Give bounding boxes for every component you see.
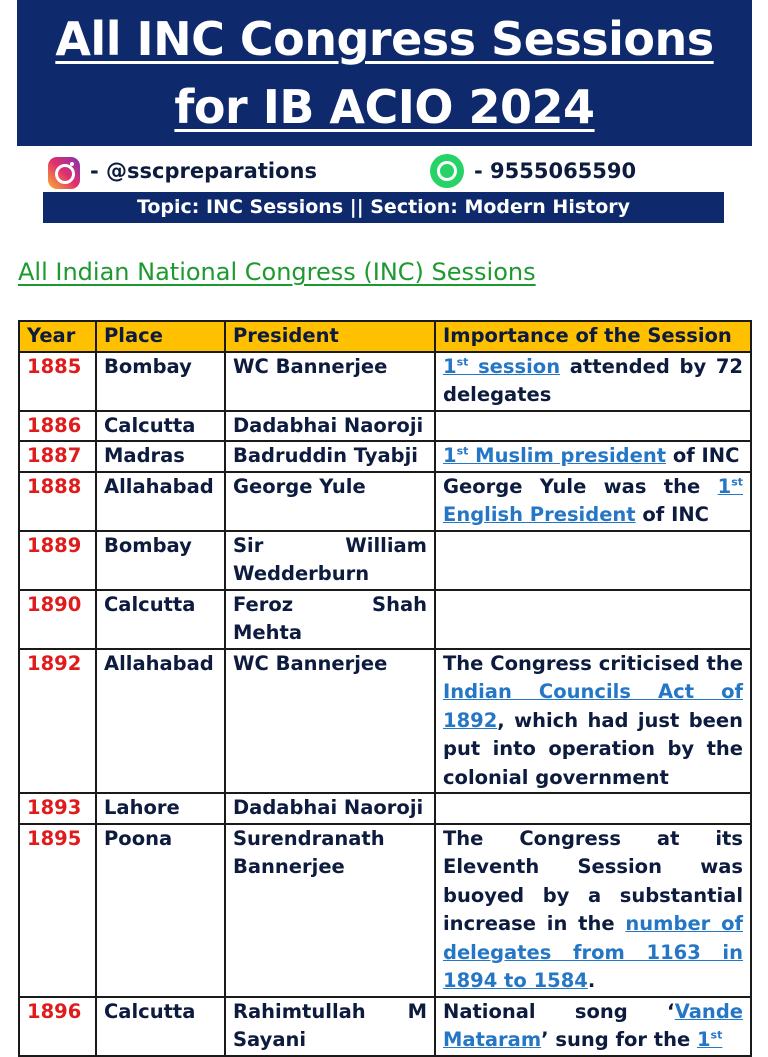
highlighted-text bbox=[443, 503, 636, 526]
ordinal-suffix: st bbox=[456, 444, 469, 458]
title-banner bbox=[17, 0, 752, 146]
cell-place: Bombay bbox=[96, 531, 225, 590]
segment-text: , which had just been put into operation by the colonial government bbox=[443, 708, 743, 789]
cell-place: Allahabad bbox=[96, 472, 225, 531]
segment-text: Indian Councils Act of 1892 bbox=[443, 680, 743, 732]
cell-year: 1886 bbox=[19, 411, 96, 442]
header-president: President bbox=[225, 321, 435, 352]
cell-importance bbox=[435, 352, 751, 411]
cell-year: 1890 bbox=[19, 590, 96, 649]
cell-place: Calcutta bbox=[96, 997, 225, 1056]
highlighted-text bbox=[697, 1028, 722, 1051]
cell-president: WC Bannerjee bbox=[225, 352, 435, 411]
cell-importance bbox=[435, 531, 751, 590]
importance-text bbox=[443, 1000, 675, 1023]
cell-importance bbox=[435, 649, 751, 794]
table-row bbox=[19, 590, 751, 649]
table-row bbox=[19, 649, 751, 794]
segment-text: 1 bbox=[443, 354, 457, 378]
header-year: Year bbox=[19, 321, 96, 352]
segment-text: English President bbox=[443, 503, 636, 526]
table-row bbox=[19, 352, 751, 411]
segment-text: session bbox=[468, 354, 561, 378]
segment-text: The Congress at its Eleventh Session was buoyed by a substantial increase in the bbox=[443, 826, 743, 935]
sessions-table bbox=[18, 320, 752, 1057]
instagram-handle: - @sscpreparations bbox=[90, 159, 317, 183]
section-heading: All Indian National Congress (INC) Sessions bbox=[18, 258, 536, 286]
ordinal-suffix: st bbox=[710, 1028, 723, 1042]
table-row bbox=[19, 411, 751, 442]
table-row bbox=[19, 793, 751, 824]
highlighted-text bbox=[468, 444, 666, 467]
cell-year: 1892 bbox=[19, 649, 96, 794]
cell-place: Bombay bbox=[96, 352, 225, 411]
importance-text bbox=[541, 1028, 697, 1051]
importance-text bbox=[443, 475, 718, 498]
segment-text: National song ‘ bbox=[443, 999, 675, 1023]
cell-importance bbox=[435, 590, 751, 649]
highlighted-text bbox=[468, 355, 560, 378]
contact-bar bbox=[0, 152, 768, 192]
ordinal-suffix: st bbox=[456, 355, 469, 368]
segment-text: . bbox=[587, 969, 596, 992]
topic-bar: Topic: INC Sessions || Section: Modern History bbox=[43, 192, 724, 223]
cell-importance bbox=[435, 793, 751, 824]
highlighted-text bbox=[443, 444, 468, 467]
table-header-row bbox=[19, 321, 751, 352]
segment-text: George Yule was the bbox=[443, 474, 718, 498]
cell-president: George Yule bbox=[225, 472, 435, 531]
cell-place: Lahore bbox=[96, 793, 225, 824]
cell-importance bbox=[435, 472, 751, 531]
cell-president: Dadabhai Naoroji bbox=[225, 411, 435, 442]
importance-text bbox=[588, 969, 595, 992]
cell-year: 1885 bbox=[19, 352, 96, 411]
segment-text: The Congress criticised the bbox=[443, 651, 743, 675]
highlighted-text bbox=[718, 475, 743, 498]
cell-year: 1895 bbox=[19, 824, 96, 997]
segment-text: Muslim president bbox=[468, 444, 667, 467]
segment-text: 1 bbox=[443, 444, 457, 467]
cell-president: Badruddin Tyabji bbox=[225, 441, 435, 472]
segment-text: of INC bbox=[666, 444, 740, 467]
cell-president: WC Bannerjee bbox=[225, 649, 435, 794]
table-row bbox=[19, 997, 751, 1056]
table-row bbox=[19, 441, 751, 472]
title-line-1: All INC Congress Sessions bbox=[55, 12, 714, 66]
cell-place: Calcutta bbox=[96, 590, 225, 649]
segment-text: attended by 72 delegates bbox=[443, 354, 743, 406]
cell-president: Rahimtullah M Sayani bbox=[225, 997, 435, 1056]
cell-importance bbox=[435, 441, 751, 472]
cell-year: 1889 bbox=[19, 531, 96, 590]
importance-text bbox=[636, 503, 709, 526]
title-line-2: for IB ACIO 2024 bbox=[174, 80, 595, 134]
table-row bbox=[19, 824, 751, 997]
whatsapp-number: - 9555065590 bbox=[474, 159, 637, 183]
cell-place: Poona bbox=[96, 824, 225, 997]
segment-text: 1 bbox=[717, 474, 732, 498]
table-body bbox=[19, 352, 751, 1056]
table-row bbox=[19, 531, 751, 590]
cell-year: 1888 bbox=[19, 472, 96, 531]
importance-text bbox=[666, 444, 739, 467]
highlighted-text bbox=[443, 355, 468, 378]
cell-place: Madras bbox=[96, 441, 225, 472]
header-importance: Importance of the Session bbox=[435, 321, 751, 352]
cell-president: Surendranath Bannerjee bbox=[225, 824, 435, 997]
cell-place: Calcutta bbox=[96, 411, 225, 442]
cell-president: Feroz Shah Mehta bbox=[225, 590, 435, 649]
table-row bbox=[19, 472, 751, 531]
cell-importance bbox=[435, 824, 751, 997]
cell-year: 1887 bbox=[19, 441, 96, 472]
segment-text: of INC bbox=[635, 503, 709, 526]
instagram-icon bbox=[48, 157, 80, 189]
cell-president: Sir William Wedderburn bbox=[225, 531, 435, 590]
segment-text: ’ sung for the bbox=[541, 1028, 697, 1051]
segment-text: 1 bbox=[696, 1028, 711, 1051]
segment-text: Vande Mataram bbox=[443, 999, 743, 1051]
whatsapp-icon bbox=[430, 154, 464, 188]
ordinal-suffix: st bbox=[731, 475, 743, 488]
cell-importance bbox=[435, 997, 751, 1056]
cell-president: Dadabhai Naoroji bbox=[225, 793, 435, 824]
importance-text bbox=[443, 652, 743, 675]
cell-place: Allahabad bbox=[96, 649, 225, 794]
header-place: Place bbox=[96, 321, 225, 352]
cell-year: 1896 bbox=[19, 997, 96, 1056]
segment-text: number of delegates from 1163 in 1894 to 1584 bbox=[443, 912, 743, 992]
cell-importance bbox=[435, 411, 751, 442]
cell-year: 1893 bbox=[19, 793, 96, 824]
